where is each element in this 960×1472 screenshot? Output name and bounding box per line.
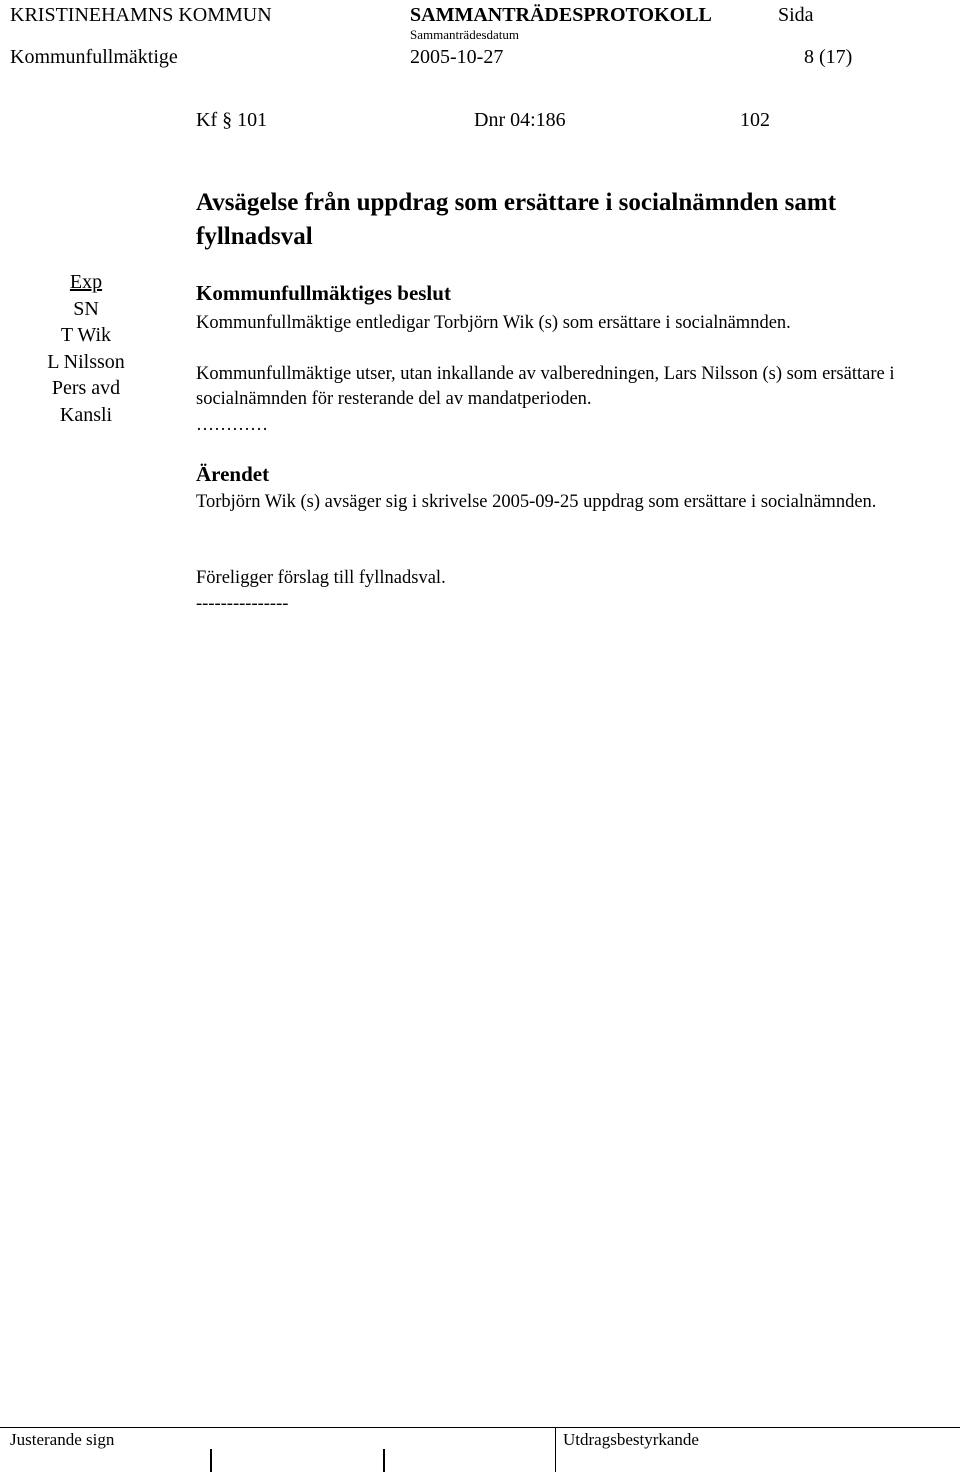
distribution-item: Kansli <box>59 403 113 426</box>
matter-paragraph: Föreligger förslag till fyllnadsval. <box>196 568 446 588</box>
decision-paragraph: Kommunfullmäktige entledigar Torbjörn Wik (s) som ersättare i socialnämnden. <box>196 313 791 333</box>
meeting-date: 2005-10-27 <box>410 46 504 68</box>
distribution-list <box>40 269 132 428</box>
item-number: 102 <box>740 109 770 131</box>
distribution-item: L Nilsson <box>47 350 125 373</box>
matter-heading: Ärendet <box>196 462 270 486</box>
page-number: 8 (17) <box>804 46 853 68</box>
page-title: Avsägelse från uppdrag som ersättare i socialnämnden samt fyllnadsval <box>196 189 837 250</box>
document-type: SAMMANTRÄDESPROTOKOLL <box>410 4 712 26</box>
signature-box-divider <box>383 1449 385 1472</box>
meeting-date-label: Sammanträdesdatum <box>410 27 520 42</box>
footer-column-divider <box>555 1427 556 1472</box>
distribution-item: Pers avd <box>51 377 121 399</box>
justerande-sign-label: Justerande sign <box>10 1430 115 1449</box>
distribution-item: SN <box>73 297 99 320</box>
utdragsbestyrkande-label: Utdragsbestyrkande <box>563 1430 699 1449</box>
decision-paragraph: Kommunfullmäktige utser, utan inkallande av valberedningen, Lars Nilsson (s) som ersättare i socialnämnden för resterande del av mandatperioden. <box>196 364 895 409</box>
distribution-item: Exp <box>69 271 103 293</box>
body-name: Kommunfullmäktige <box>10 46 178 68</box>
signature-box-divider <box>210 1449 212 1472</box>
organization-name: KRISTINEHAMNS KOMMUN <box>10 4 272 26</box>
decision-heading: Kommunfullmäktiges beslut <box>196 281 451 305</box>
distribution-item: T Wik <box>60 324 112 346</box>
page-label: Sida <box>778 4 814 26</box>
registration-number: Dnr 04:186 <box>474 109 566 131</box>
footer-divider <box>0 1427 960 1428</box>
matter-paragraph: Torbjörn Wik (s) avsäger sig i skrivelse 2005-09-25 uppdrag som ersättare i socialnämnden. <box>196 492 877 512</box>
paragraph-reference: Kf § 101 <box>196 109 268 131</box>
end-mark: --------------- <box>196 594 289 614</box>
section-separator: ………… <box>196 414 268 434</box>
